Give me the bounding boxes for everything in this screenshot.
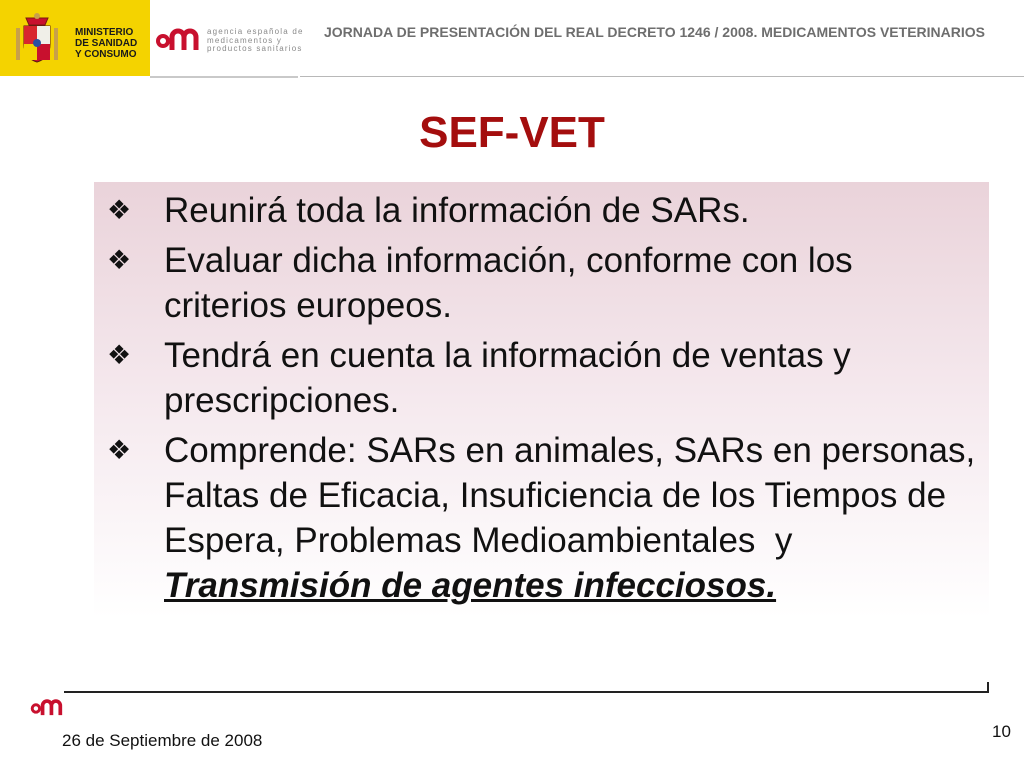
diamond-bullet-icon: ❖ [107, 435, 132, 465]
ministry-name: MINISTERIO DE SANIDAD Y CONSUMO [75, 27, 138, 60]
bullet-item [100, 333, 980, 423]
coat-of-arms-icon [10, 10, 64, 66]
bullet-text: Evaluar dicha información, conforme con los criterios europeos. [164, 241, 853, 325]
bullet-text: Reunirá toda la información de SARs. [164, 191, 750, 230]
header [0, 0, 1024, 78]
bullet-item [100, 428, 985, 608]
footer-agency-logo-icon [30, 697, 64, 717]
bullet-text: Comprende: SARs en animales, SARs en personas, Faltas de Eficacia, Insuficiencia de los Tiempos de Espera, Problemas Medioambientales y [164, 431, 985, 560]
bottom-divider [64, 691, 988, 693]
agency-logo-block [150, 0, 304, 78]
footer-date: 26 de Septiembre de 2008 [62, 731, 263, 750]
diamond-bullet-icon: ❖ [107, 340, 132, 370]
bullet-item [100, 188, 980, 233]
bullet-list [100, 188, 985, 613]
page-number: 10 [992, 722, 1011, 741]
bullet-item [100, 238, 980, 328]
bottom-divider-tick [987, 682, 989, 693]
agency-logo-icon [155, 27, 201, 51]
bullet-text: Tendrá en cuenta la información de ventas y prescripciones. [164, 336, 851, 420]
presentation-title: JORNADA DE PRESENTACIÓN DEL REAL DECRETO 1246 / 2008. MEDICAMENTOS VETERINARIOS [324, 24, 985, 40]
diamond-bullet-icon: ❖ [107, 245, 132, 275]
header-divider [300, 76, 1024, 77]
agency-name: agencia española de medicamentos y productos sanitarios [207, 27, 304, 53]
bullet-emphasis: Transmisión de agentes infecciosos. [164, 566, 777, 605]
slide-title: SEF-VET [419, 108, 605, 157]
ministry-logo-block [0, 0, 150, 76]
diamond-bullet-icon: ❖ [107, 195, 132, 225]
